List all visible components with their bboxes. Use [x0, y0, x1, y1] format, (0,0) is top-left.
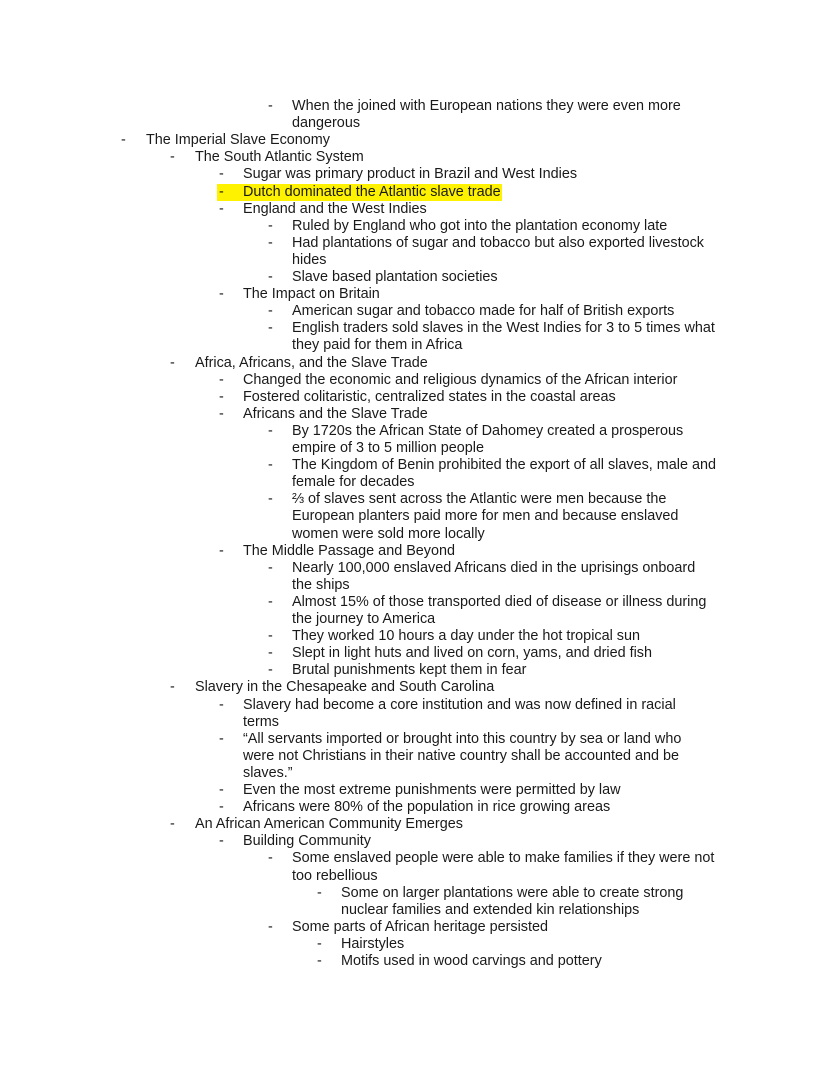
bullet-dash: -	[170, 679, 175, 696]
outline-item-continuation	[0, 526, 828, 543]
outline-text: Nearly 100,000 enslaved Africans died in the uprisings onboard	[292, 559, 696, 576]
bullet-dash: -	[268, 662, 273, 679]
bullet-dash: -	[219, 388, 224, 405]
bullet-dash: -	[219, 183, 224, 200]
outline-item	[0, 184, 828, 201]
outline-item-continuation	[0, 440, 828, 457]
outline-text: the ships	[292, 576, 350, 593]
outline-item	[0, 166, 828, 183]
outline-text: Slept in light huts and lived on corn, yams, and dried fish	[292, 645, 652, 662]
bullet-dash: -	[317, 953, 322, 969]
outline-text: The South Atlantic System	[195, 149, 364, 166]
outline-text: female for decades	[292, 474, 415, 491]
outline-item	[0, 850, 828, 867]
outline-item	[0, 286, 828, 303]
outline-text: women were sold more locally	[292, 525, 485, 542]
outline-item	[0, 799, 828, 816]
outline-text: English traders sold slaves in the West Indies for 3 to 5 times what	[292, 320, 715, 337]
bullet-dash: -	[317, 935, 322, 952]
outline-text: hides	[292, 251, 327, 268]
outline-item	[0, 560, 828, 577]
bullet-dash: -	[170, 149, 175, 166]
outline-item-continuation	[0, 714, 828, 731]
outline-item	[0, 457, 828, 474]
outline-item	[0, 372, 828, 389]
bullet-dash: -	[268, 234, 273, 251]
outline-text: too rebellious	[292, 867, 378, 884]
outline-item	[0, 833, 828, 850]
outline-item	[0, 235, 828, 252]
bullet-dash: -	[219, 371, 224, 388]
outline-text: the journey to America	[292, 611, 436, 627]
bullet-dash: -	[268, 850, 273, 867]
outline-text: The Imperial Slave Economy	[146, 132, 330, 149]
outline-text: dangerous	[292, 115, 361, 132]
outline-item-continuation	[0, 337, 828, 354]
outline-text: American sugar and tobacco made for half of British exports	[292, 303, 675, 320]
outline-text: Slave based plantation societies	[292, 269, 498, 285]
outline-item	[0, 406, 828, 423]
outline-text: The Middle Passage and Beyond	[243, 542, 456, 559]
bullet-dash: -	[268, 559, 273, 576]
outline-text: England and the West Indies	[243, 200, 427, 217]
outline-item	[0, 885, 828, 902]
outline-item	[0, 782, 828, 799]
bullet-dash: -	[268, 269, 273, 285]
outline-text: Slavery had become a core institution and was now defined in racial	[243, 696, 676, 713]
outline-item	[0, 919, 828, 936]
bullet-dash: -	[268, 628, 273, 645]
bullet-dash: -	[268, 593, 273, 610]
outline-item-continuation	[0, 115, 828, 132]
outline-text: Hairstyles	[341, 935, 405, 952]
outline-item	[0, 731, 828, 748]
outline-text: Africans were 80% of the population in rice growing areas	[243, 799, 611, 816]
outline-text: Almost 15% of those transported died of disease or illness during	[292, 593, 707, 610]
outline-text: terms	[243, 713, 279, 730]
outline-item	[0, 816, 828, 833]
outline-item	[0, 679, 828, 696]
bullet-dash: -	[219, 166, 224, 183]
outline-text: Building Community	[243, 833, 371, 850]
outline-item	[0, 594, 828, 611]
outline-text: Some parts of African heritage persisted	[292, 918, 548, 935]
outline-text: slaves.”	[243, 764, 293, 781]
outline-text: Sugar was primary product in Brazil and West Indies	[243, 166, 578, 183]
bullet-dash: -	[268, 918, 273, 935]
outline-text: Some enslaved people were able to make families if they were not	[292, 850, 715, 867]
outline-item	[0, 389, 828, 406]
outline-item-continuation	[0, 577, 828, 594]
outline-text: Africa, Africans, and the Slave Trade	[195, 354, 428, 371]
outline-item-continuation	[0, 474, 828, 491]
bullet-dash: -	[219, 730, 224, 747]
outline-item	[0, 936, 828, 953]
outline-item	[0, 645, 828, 662]
outline-item	[0, 543, 828, 560]
bullet-dash: -	[219, 833, 224, 850]
outline-text: Brutal punishments kept them in fear	[292, 662, 527, 679]
outline-item-continuation	[0, 508, 828, 525]
outline-item-continuation	[0, 868, 828, 885]
outline-text: Changed the economic and religious dynamics of the African interior	[243, 371, 678, 388]
outline-text: Ruled by England who got into the plantation economy late	[292, 217, 668, 234]
bullet-dash: -	[219, 799, 224, 816]
outline-text: Even the most extreme punishments were permitted by law	[243, 782, 621, 798]
outline-text: Fostered colitaristic, centralized states in the coastal areas	[243, 388, 616, 405]
outline-item	[0, 491, 828, 508]
bullet-dash: -	[219, 200, 224, 217]
outline-item	[0, 201, 828, 218]
outline-text: The Kingdom of Benin prohibited the export of all slaves, male and	[292, 457, 716, 474]
outline-text: nuclear families and extended kin relationships	[341, 901, 640, 918]
outline-text: An African American Community Emerges	[195, 816, 463, 833]
outline-text: When the joined with European nations they were even more	[292, 98, 681, 114]
outline-item	[0, 628, 828, 645]
outline-item	[0, 423, 828, 440]
outline-text: Had plantations of sugar and tobacco but also exported livestock	[292, 234, 704, 251]
bullet-dash: -	[170, 816, 175, 833]
bullet-dash: -	[268, 422, 273, 439]
outline-text: European planters paid more for men and because enslaved	[292, 508, 679, 525]
outline-text: Africans and the Slave Trade	[243, 405, 428, 422]
bullet-dash: -	[219, 696, 224, 713]
bullet-dash: -	[268, 645, 273, 662]
outline-text: Motifs used in wood carvings and pottery	[341, 953, 602, 969]
outline-text: were not Christians in their native country shall be accounted and be	[243, 747, 679, 764]
bullet-dash: -	[268, 491, 273, 508]
outline-item	[0, 303, 828, 320]
bullet-dash: -	[268, 320, 273, 337]
outline-item	[0, 953, 828, 970]
bullet-dash: -	[268, 457, 273, 474]
outline-text: By 1720s the African State of Dahomey created a prosperous	[292, 422, 684, 439]
bullet-dash: -	[219, 405, 224, 422]
outline-item	[0, 320, 828, 337]
outline-item	[0, 132, 828, 149]
outline-text: Dutch dominated the Atlantic slave trade	[243, 183, 501, 200]
outline-item	[0, 218, 828, 235]
outline-item	[0, 149, 828, 166]
bullet-dash: -	[219, 542, 224, 559]
bullet-dash: -	[268, 98, 273, 114]
outline-text: empire of 3 to 5 million people	[292, 440, 484, 456]
bullet-dash: -	[268, 217, 273, 234]
bullet-dash: -	[219, 782, 224, 798]
outline-text: Some on larger plantations were able to create strong	[341, 884, 684, 901]
bullet-dash: -	[121, 132, 126, 149]
bullet-dash: -	[219, 286, 224, 303]
outline-text: they paid for them in Africa	[292, 337, 463, 354]
outline-item-continuation	[0, 748, 828, 765]
bullet-dash: -	[170, 354, 175, 371]
outline-item	[0, 98, 828, 115]
outline-text: Slavery in the Chesapeake and South Carolina	[195, 679, 495, 696]
outline-text: ⅔ of slaves sent across the Atlantic were men because the	[292, 491, 667, 508]
outline-item-continuation	[0, 252, 828, 269]
outline-text: They worked 10 hours a day under the hot tropical sun	[292, 628, 640, 645]
outline-text: “All servants imported or brought into this country by sea or land who	[243, 730, 682, 747]
outline-item	[0, 355, 828, 372]
bullet-dash: -	[317, 884, 322, 901]
outline-text: The Impact on Britain	[243, 286, 380, 303]
outline-item-continuation	[0, 765, 828, 782]
outline-item	[0, 269, 828, 286]
outline-item	[0, 662, 828, 679]
outline-item	[0, 697, 828, 714]
outline-item-continuation	[0, 611, 828, 628]
bullet-dash: -	[268, 303, 273, 320]
outline-item-continuation	[0, 902, 828, 919]
